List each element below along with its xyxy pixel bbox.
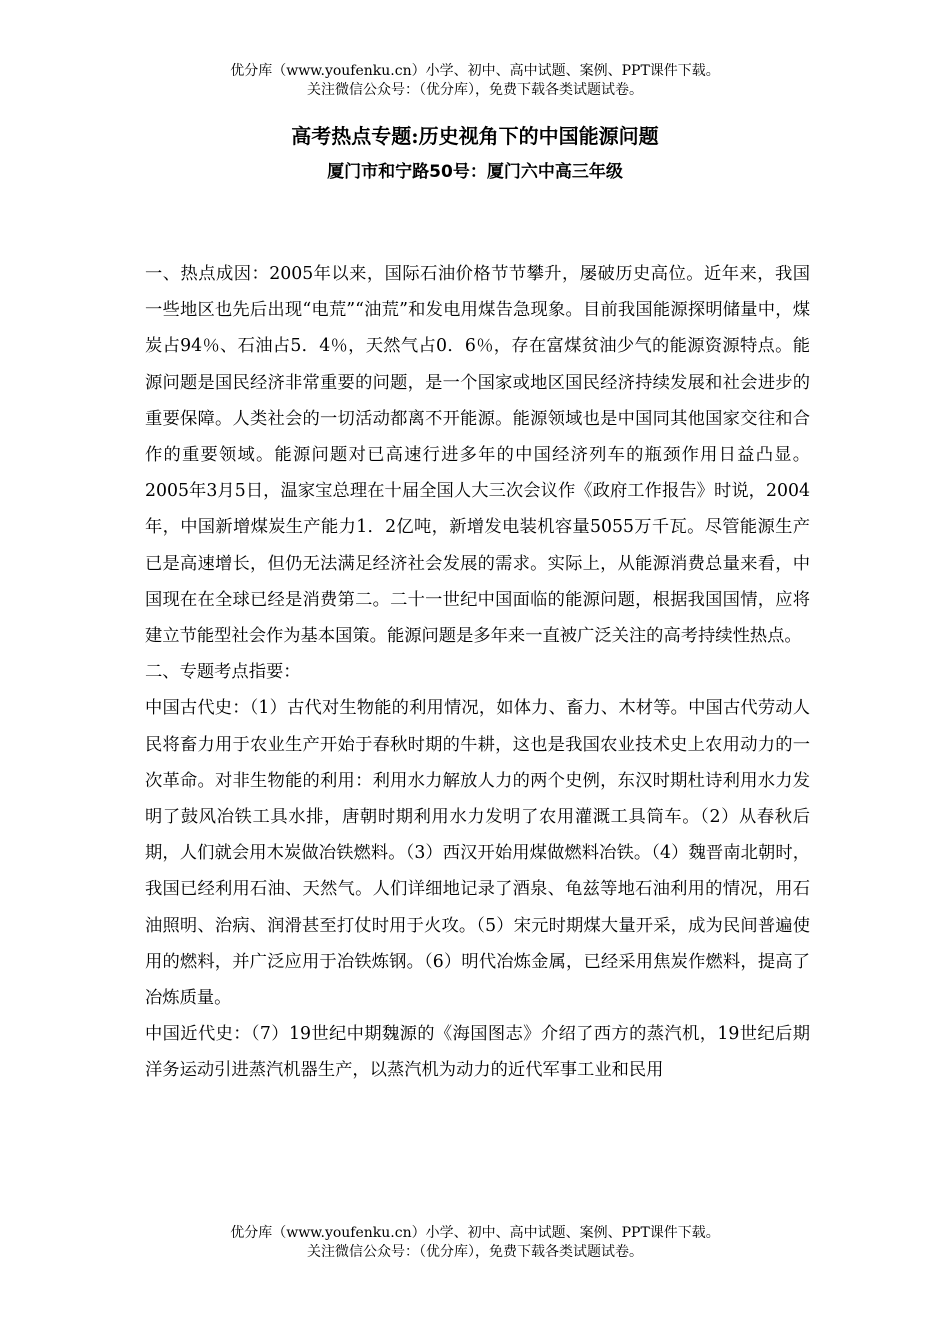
paragraph-modern-history: 中国近代史：（7）19世纪中期魏源的《海国图志》介绍了西方的蒸汽机，19世纪后期洋务运动引进蒸汽机器生产，以蒸汽机为动力的近代军事工业和民用	[145, 1024, 810, 1081]
footer-line-1: 优分库（www.youfenku.cn）小学、初中、高中试题、案例、PPT课件下载。	[230, 1225, 720, 1241]
header-line-1: 优分库（www.youfenku.cn）小学、初中、高中试题、案例、PPT课件下载。	[230, 63, 720, 79]
page-header	[0, 62, 950, 100]
footer-line-2: 关注微信公众号：（优分库），免费下载各类试题试卷。	[307, 1244, 643, 1260]
paragraph-section-heading: 二、专题考点指要：	[145, 662, 301, 683]
header-line-2: 关注微信公众号：（优分库），免费下载各类试题试卷。	[307, 82, 643, 98]
paragraph-hotspot-cause: 一、热点成因：2005年以来，国际石油价格节节攀升，屡破历史高位。近年来，我国一些地区也先后出现“电荒”“油荒”和发电用煤告急现象。目前我国能源探明储量中，煤炭占94％、石油占5．4％，天然气占0．6％，存在富煤贫油少气的能源资源特点。能源问题是国民经济非常重要的问题，是一个国家或地区国民经济持续发展和社会进步的重要保障。人类社会的一切活动都离不开能源。能源领域也是中国同其他国家交往和合作的重要领域。能源问题对已高速行进多年的中国经济列车的瓶颈作用日益凸显。2005年3月5日，温家宝总理在十届全国人大三次会议作《政府工作报告》时说，2004年，中国新增煤炭生产能力1．2亿吨，新增发电装机容量5055万千瓦。尽管能源生产已是高速增长，但仍无法满足经济社会发展的需求。实际上，从能源消费总量来看，中国现在在全球已经是消费第二。二十一世纪中国面临的能源问题，根据我国国情，应将建立节能型社会作为基本国策。能源问题是多年来一直被广泛关注的高考持续性热点。	[145, 264, 810, 647]
page-footer	[0, 1224, 950, 1262]
document-body	[145, 256, 810, 1089]
paragraph-ancient-history: 中国古代史：（1）古代对生物能的利用情况，如体力、畜力、木材等。中国古代劳动人民将畜力用于农业生产开始于春秋时期的牛耕，这也是我国农业技术史上农用动力的一次革命。对非生物能的利用：利用水力解放人力的两个史例，东汉时期杜诗利用水力发明了鼓风冶铁工具水排，唐朝时期利用水力发明了农用灌溉工具筒车。（2）从春秋后期，人们就会用木炭做冶铁燃料。（3）西汉开始用煤做燃料冶铁。（4）魏晋南北朝时，我国已经利用石油、天然气。人们详细地记录了酒泉、龟兹等地石油利用的情况，用石油照明、治病、润滑甚至打仗时用于火攻。（5）宋元时期煤大量开采，成为民间普遍使用的燃料，并广泛应用于冶铁炼钢。（6）明代冶炼金属，已经采用焦炭作燃料，提高了冶炼质量。	[145, 698, 810, 1009]
document-title: 高考热点专题:历史视角下的中国能源问题	[291, 124, 659, 148]
document-subtitle: 厦门市和宁路50号：厦门六中高三年级	[327, 162, 623, 182]
